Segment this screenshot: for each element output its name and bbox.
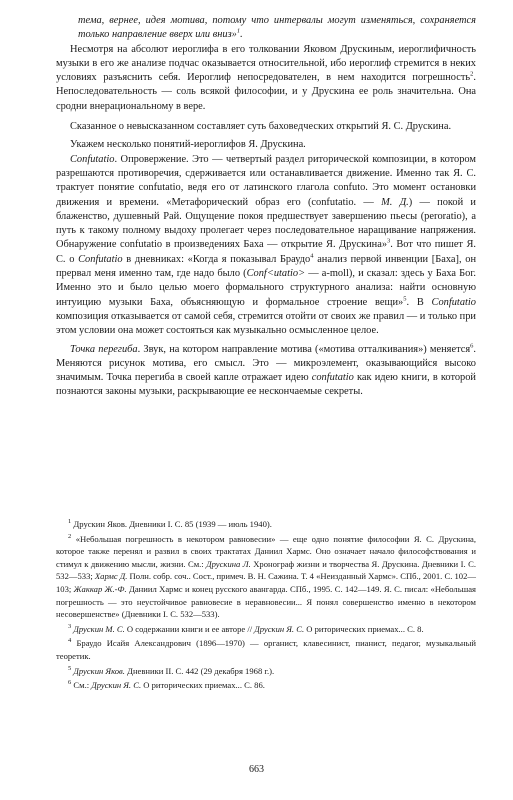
text-run: — a-moll), и сказал: здесь у Баха Бог. Именно это и было целью моего формального структурного анализа: найти основную интуицию музыки Баха, объясняющую и формальное строение вещи» bbox=[56, 268, 477, 308]
italic-text: Confutatio bbox=[70, 153, 115, 165]
footnotes bbox=[56, 518, 476, 694]
italic-text: Друскин Я. С. bbox=[91, 680, 142, 691]
footnote-ref: 1 bbox=[68, 518, 72, 526]
text-run: Друскин Яков. Дневники I. С. 85 (1939 — июль 1940). bbox=[71, 519, 272, 529]
text-run: Дневники II. С. 442 (29 декабря 1968 г.). bbox=[124, 665, 275, 676]
footnote bbox=[56, 665, 476, 678]
text-run: См.: bbox=[71, 680, 92, 691]
italic-text: Confutatio bbox=[431, 296, 476, 308]
text-run: как идею книги, в которой познаются законы музыки, раскрывающие ее нескончаемые секреты. bbox=[56, 372, 476, 398]
footnote-ref: 3 bbox=[68, 622, 72, 630]
italic-text: Жаккар Ж.-Ф. bbox=[73, 583, 127, 594]
italic-text: Confutatio bbox=[78, 253, 123, 265]
footnote-ref: 6 bbox=[68, 679, 72, 687]
text-run: . Опровержение. Это — четвертый раздел риторической композиции, в котором разрешаются противоречия, сдерживается или останавливается движение. Именно так Я. С. трактует понятие confutatio, ведя его от латинского глагола confuto. Это момент остановки движения и времени. «Метафорический образ его (confutatio. — bbox=[56, 153, 476, 208]
italic-text: Друскин Яков. bbox=[73, 665, 125, 676]
page-body bbox=[56, 14, 476, 400]
footnote-ref: 1 bbox=[236, 27, 241, 35]
text-run: Полн. собр. соч.. Сост., примеч. В. Н. Сажина. Т. 4 «Неизданный Хармс». СПб., 2001. С. 102—103; bbox=[56, 571, 476, 594]
italic-text: Хармс Д. bbox=[94, 571, 128, 582]
footnote-ref: 5 bbox=[403, 295, 407, 303]
text-run: ) — покой и блаженство, душевный Рай. Ощущение покоя предшествует завершению пьесы (peroratio), а путь к такому полному выдоху пролегает через последовательное наращивание напряжения. Обнаружение confutatio в произведениях Баха — открытие Я. Друскина» bbox=[56, 196, 476, 251]
text-run: «Небольшая погрешность в некотором равновесии» — еще одно понятие философии Я. С. Друскина, которое также перенял и развил в своих трактатах Даниил Хармс. Оно означает начало философствования и стимул к движению мысли, жизни. См.: bbox=[56, 533, 476, 569]
text-run: О риторических приемах... С. 8. bbox=[304, 623, 424, 634]
footnote-ref: 6 bbox=[470, 342, 474, 350]
footnote-ref: 2 bbox=[470, 70, 474, 78]
text-run: анализ первой инвенции [Баха], он прервал меня именно там, где надо было ( bbox=[56, 253, 477, 280]
paragraph bbox=[56, 14, 476, 43]
text-run: . Вот что пишет Я. С. о bbox=[56, 239, 476, 265]
text-run: Даниил Хармс и конец русского авангарда. СПб., 1995. С. 142—149. Я. С. писал: «Небольшая погрешность — это неустойчивое равновесие в неравновесии... Я понял совершенство именно в некотором несовершенстве» (Дневники I. С. 532—533). bbox=[56, 583, 476, 620]
italic-text: Друскина Л. bbox=[206, 558, 251, 569]
footnote-ref: 2 bbox=[68, 532, 72, 540]
footnote bbox=[56, 623, 476, 636]
footnote-ref: 4 bbox=[68, 637, 72, 645]
text-run: в дневниках: «Когда я показывал Браудо bbox=[122, 253, 311, 265]
footnote bbox=[56, 679, 476, 692]
italic-text: Точка перегиба bbox=[70, 343, 138, 355]
footnote bbox=[56, 518, 476, 531]
paragraph bbox=[56, 343, 476, 400]
text-run: О содержании книги и ее авторе // bbox=[124, 623, 255, 634]
italic-text: Друскин Я. С. bbox=[254, 623, 305, 634]
main-text bbox=[56, 14, 476, 400]
text-run: композиция отказывается от самой себя, стремится отойти от своих же правил — и только при этом условии она может состояться как музыкально осмысленное целое. bbox=[56, 310, 476, 337]
text-run: О риторических приемах... С. 86. bbox=[141, 680, 265, 691]
footnote-ref: 3 bbox=[387, 237, 391, 245]
footnote bbox=[56, 533, 476, 621]
italic-text: М. Д. bbox=[381, 196, 409, 208]
text-run: Хронограф жизни и творчества Я. Друскина. Дневники I. С. 532—533; bbox=[56, 558, 476, 582]
paragraph bbox=[56, 43, 476, 114]
text-run: . В bbox=[406, 296, 432, 308]
text-run: Несмотря на абсолют иероглифа в его толковании Яковом Друскиным, иероглифичность музыки в его же анализе подчас оказывается относительной, ибо иероглиф стремится в неких условиях разъяснить себя. Иероглиф непосредователен, в нем находится погрешность bbox=[56, 43, 476, 84]
text-run: . bbox=[240, 29, 243, 41]
text-run: . Меняются рисунок мотива, его смысл. Это — микроэлемент, оказывающийся высоко значимым. Точка перегиба в своей капле отражает идею bbox=[56, 343, 476, 384]
text-run: Сказанное о невысказанном составляет суть баховедческих открытий Я. С. Друскина. bbox=[70, 121, 452, 133]
paragraph bbox=[56, 120, 476, 134]
text-run: Укажем несколько понятий-иероглифов Я. Друскина. bbox=[70, 139, 306, 151]
text-run: Браудо Исайя Александрович (1896—1970) — органист, клавесинист, пианист, педагог, музыкальный теоретик. bbox=[56, 638, 476, 661]
footnote-ref: 4 bbox=[310, 252, 314, 260]
paragraph bbox=[56, 138, 476, 152]
text-run: тема, вернее, идея мотива, потому что интервалы могут изменяться, сохраняется только направление вверх или вниз» bbox=[78, 15, 476, 41]
text-run: . Звук, на котором направление мотива («мотива отталкивания») меняется bbox=[137, 343, 471, 355]
page-number: 663 bbox=[249, 764, 264, 775]
footnote bbox=[56, 637, 476, 662]
italic-text: Друскин М. С. bbox=[73, 623, 125, 634]
italic-text: Conf<utatio> bbox=[246, 268, 306, 280]
footnote-ref: 5 bbox=[68, 664, 72, 672]
paragraph bbox=[56, 153, 476, 339]
italic-text: confutatio bbox=[311, 372, 354, 384]
text-run: . Непоследовательность — соль всякой философии, и у Друскина ее роль значительна. Она сродни внерациональному в вере. bbox=[56, 72, 476, 112]
